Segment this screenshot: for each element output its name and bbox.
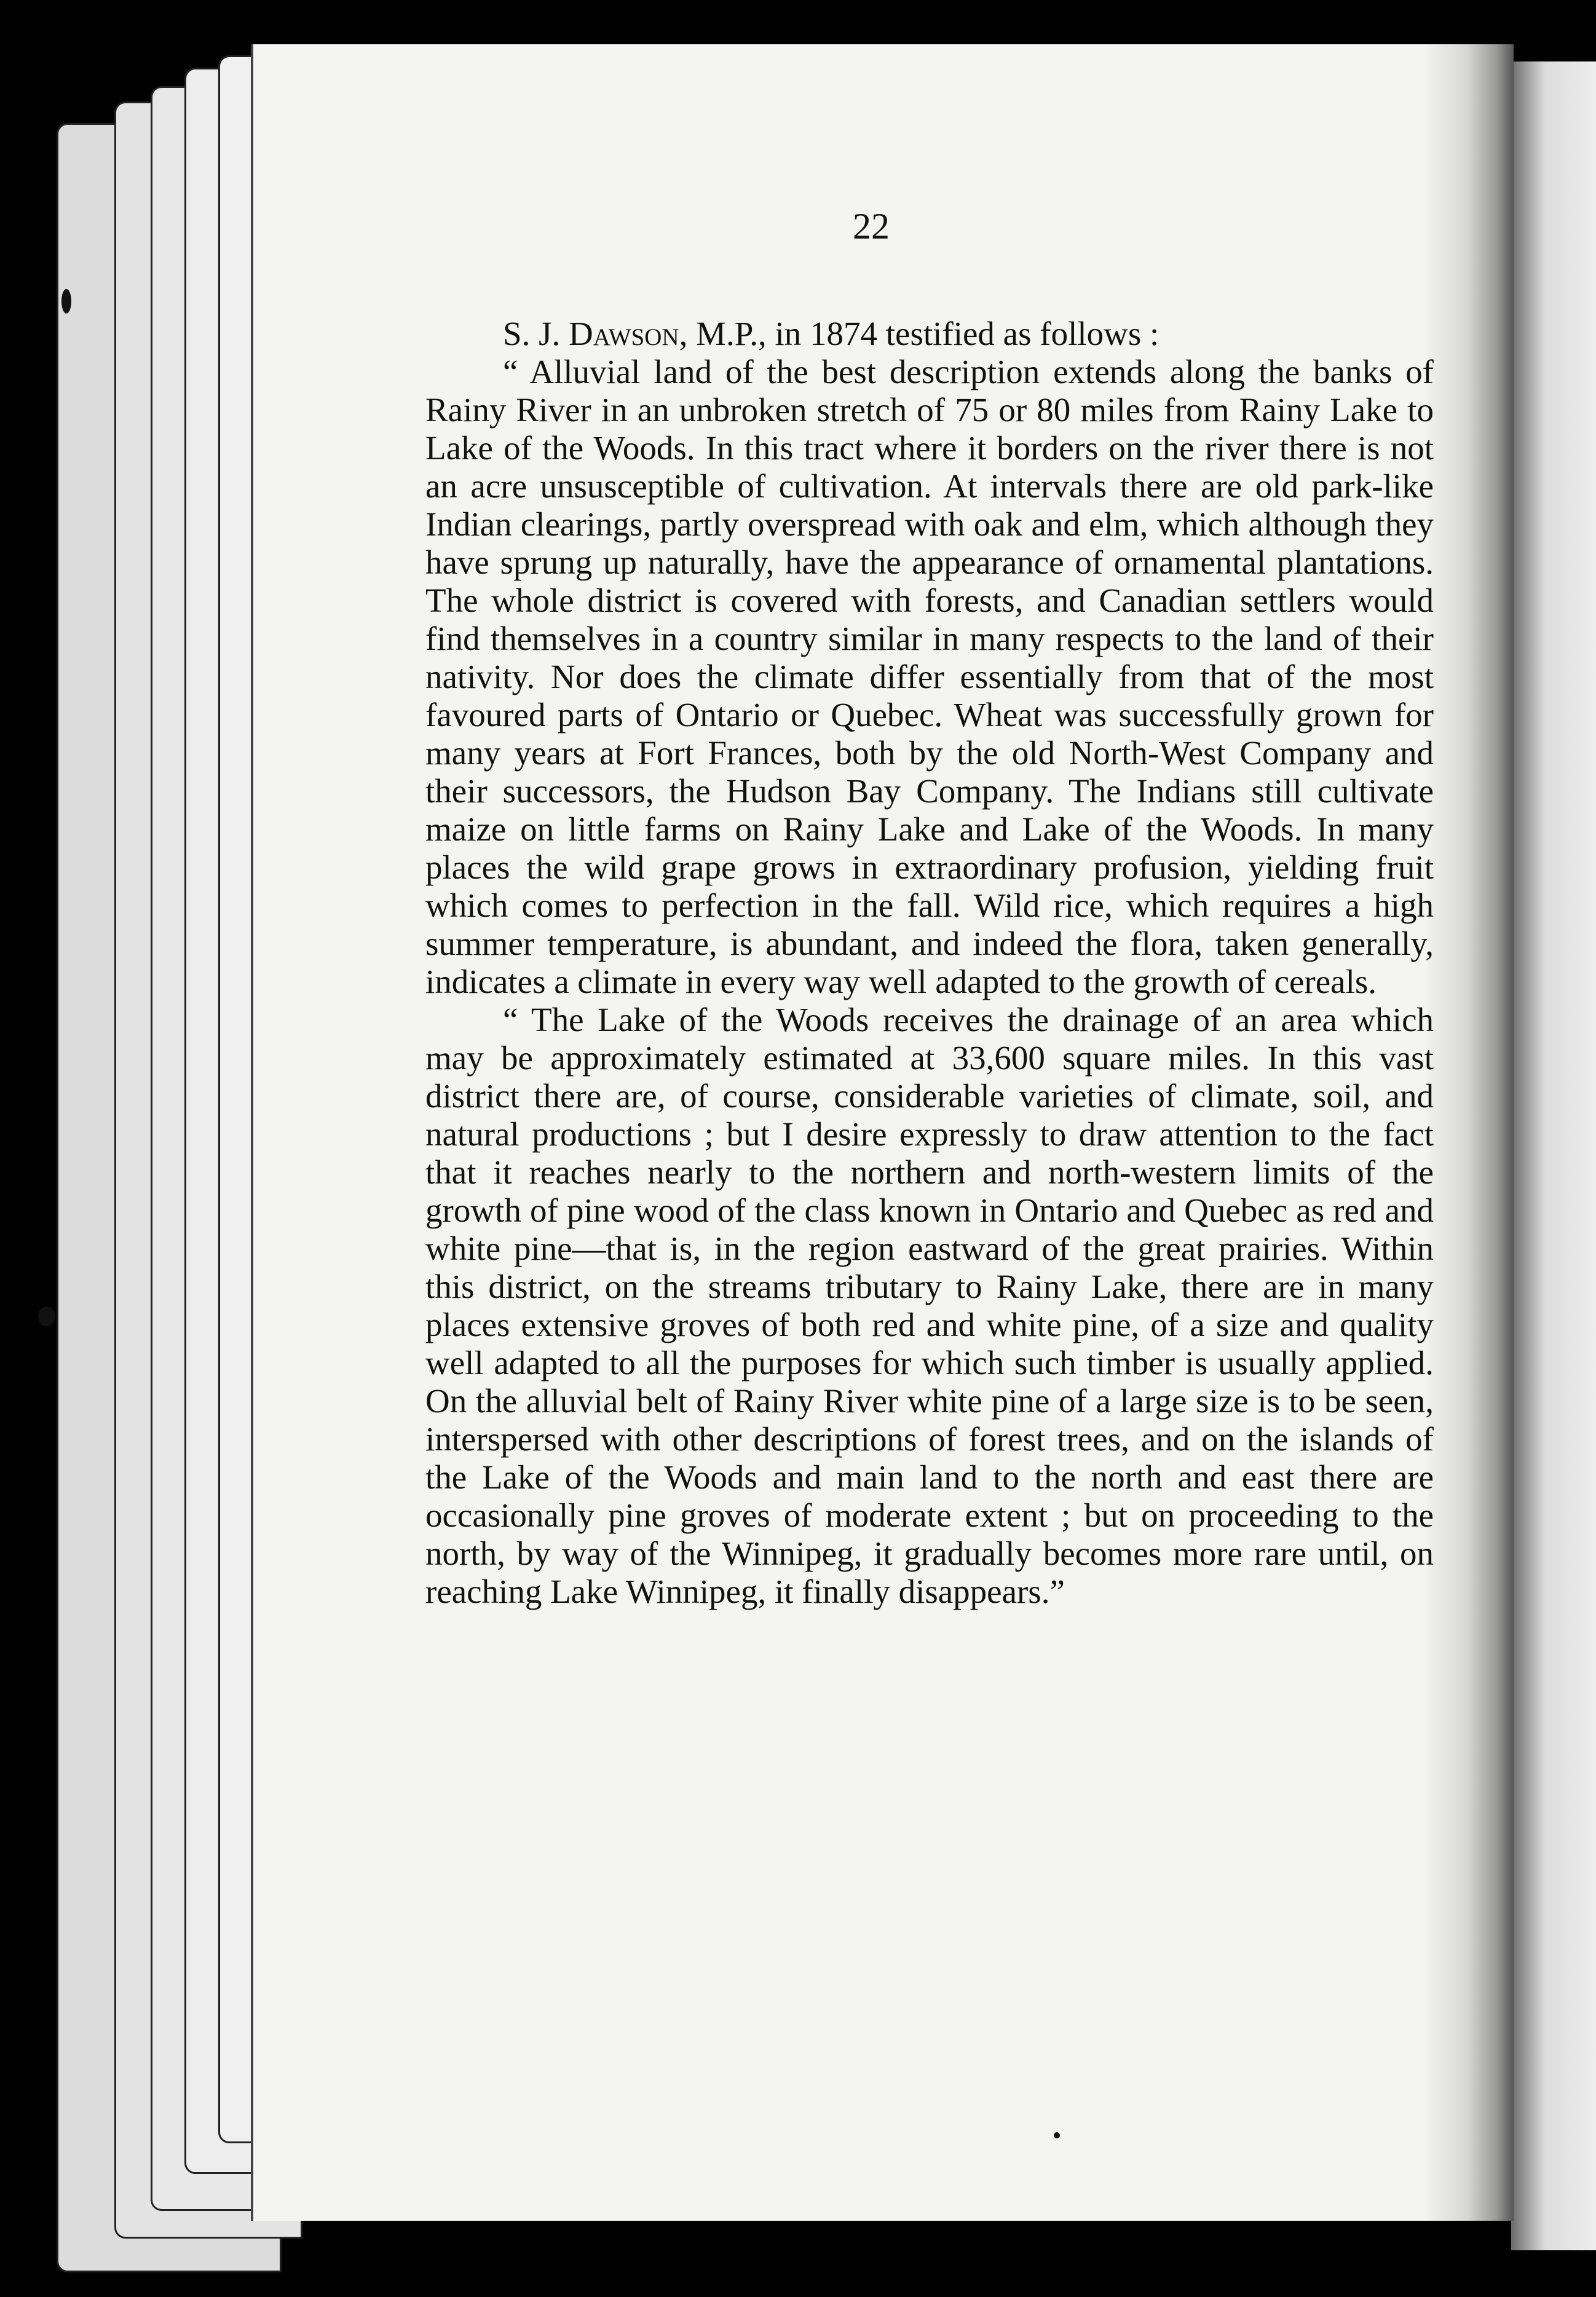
body-text — [425, 315, 1434, 1611]
author-name: S. J. Dawson — [503, 315, 679, 352]
intro-rest: , M.P., in 1874 testified as follows : — [679, 315, 1159, 352]
paragraph-alluvial-land: “ Alluvial land of the best description extends along the banks of Rainy River in an unbroken stretch of 75 or 80 miles from Rainy Lake to Lake of the Woods. In this tract where it borders on the river there is not an acre unsusceptible of cultivation. At intervals there are old park-like Indian clearings, partly overspread with oak and elm, which although they have sprung up naturally, have the appearance of ornamental plantations. The whole district is covered with forests, and Canadian settlers would find themselves in a country similar in many respects to the land of their nativity. Nor does the climate differ essentially from that of the most favoured parts of Ontario or Quebec. Wheat was successfully grown for many years at Fort Frances, both by the old North-West Company and their successors, the Hudson Bay Company. The Indians still cultivate maize on little farms on Rainy Lake and Lake of the Woods. In many places the wild grape grows in extraordinary profusion, yielding fruit which comes to perfection in the fall. Wild rice, which requires a high summer temperature, is abundant, and indeed the flora, taken generally, indicates a climate in every way well adapted to the growth of cereals. — [425, 353, 1434, 1000]
scan-speck — [38, 1307, 55, 1326]
scan-speck — [1054, 2132, 1060, 2138]
book-spine-shadow — [1428, 44, 1514, 2221]
facing-page-edge — [1511, 61, 1596, 2250]
scan-speck — [61, 289, 71, 314]
book-page — [251, 44, 1514, 2221]
page-number: 22 — [853, 206, 890, 247]
paragraph-lake-of-the-woods: “ The Lake of the Woods receives the drainage of an area which may be approximately estimated at 33,600 square miles. In this vast district there are, of course, considerable varieties of climate, soil, and natural productions ; but I desire expressly to draw attention to the fact that it reaches nearly to the northern and north-western limits of the growth of pine wood of the class known in Ontario and Quebec as red and white pine—that is, in the region eastward of the great prairies. Within this district, on the streams tributary to Rainy Lake, there are in many places extensive groves of both red and white pine, of a size and quality well adapted to all the purposes for which such timber is usually applied. On the alluvial belt of Rainy River white pine of a large size is to be seen, interspersed with other descriptions of forest trees, and on the islands of the Lake of the Woods and main land to the north and east there are occasionally pine groves of moderate extent ; but on proceeding to the north, by way of the Winnipeg, it gradually becomes more rare until, on reaching Lake Winnipeg, it finally disappears.” — [425, 1001, 1434, 1610]
intro-line — [425, 315, 1434, 353]
